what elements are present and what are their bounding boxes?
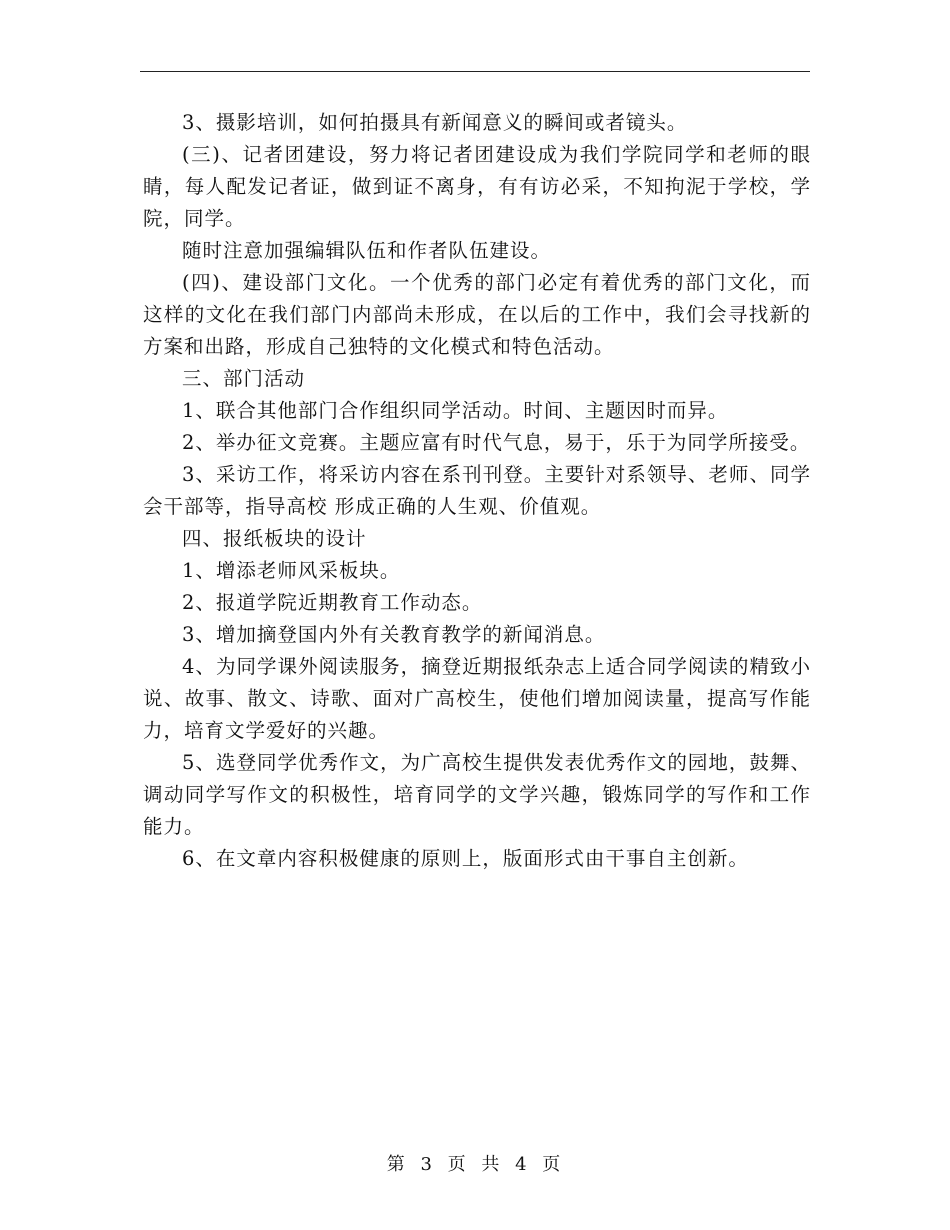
paragraph: (三)、记者团建设，努力将记者团建设成为我们学院同学和老师的眼睛，每人配发记者证，做到证不离身，有有访必采，不知拘泥于学校，学院，同学。 — [143, 143, 811, 230]
paragraph: 2、举办征文竞赛。主题应富有时代气息，易于，乐于为同学所接受。 — [182, 431, 811, 454]
paragraph: 6、在文章内容积极健康的原则上，版面形式由干事自主创新。 — [182, 847, 749, 870]
paragraph: 2、报道学院近期教育工作动态。 — [182, 591, 483, 614]
paragraph: 4、为同学课外阅读服务，摘登近期报纸杂志上适合同学阅读的精致小说、故事、散文、诗歌、面对广高校生，使他们增加阅读量，提高写作能力，培育文学爱好的兴趣。 — [143, 655, 811, 742]
paragraph: 3、采访工作，将采访内容在系刊刊登。主要针对系领导、老师、同学会干部等，指导高校 形成正确的人生观、价值观。 — [143, 463, 811, 518]
paragraph: 1、增添老师风采板块。 — [182, 559, 401, 582]
paragraph: 5、选登同学优秀作文，为广高校生提供发表优秀作文的园地，鼓舞、调动同学写作文的积极性，培育同学的文学兴趣，锻炼同学的写作和工作能力。 — [143, 751, 811, 838]
paragraph: 3、增加摘登国内外有关教育教学的新闻消息。 — [182, 623, 606, 646]
paragraph: 3、摄影培训，如何拍摄具有新闻意义的瞬间或者镜头。 — [182, 111, 688, 134]
paragraph: (四)、建设部门文化。一个优秀的部门必定有着优秀的部门文化，而这样的文化在我们部门内部尚未形成，在以后的工作中，我们会寻找新的方案和出路，形成自己独特的文化模式和特色活动。 — [143, 271, 811, 358]
header-rule — [140, 71, 810, 72]
section-heading: 三、部门活动 — [182, 367, 306, 390]
section-heading: 四、报纸板块的设计 — [182, 527, 367, 550]
paragraph: 1、联合其他部门合作组织同学活动。时间、主题因时而异。 — [182, 399, 729, 422]
paragraph: 随时注意加强编辑队伍和作者队伍建设。 — [182, 239, 552, 262]
page-number-footer: 第 3 页 共 4 页 — [386, 1154, 564, 1175]
body-text — [143, 107, 811, 875]
